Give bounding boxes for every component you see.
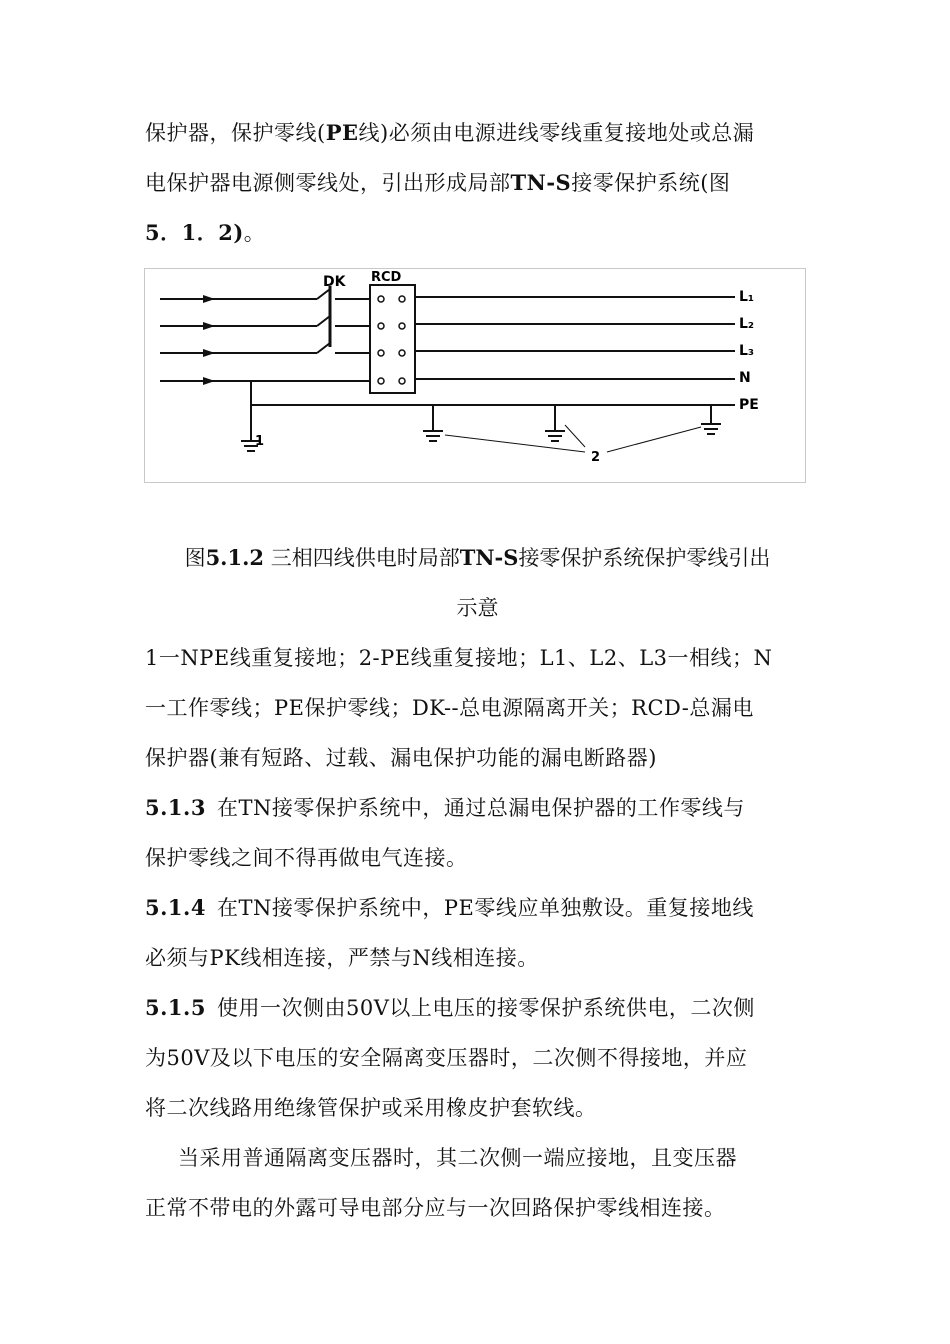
dk-blade-2 bbox=[317, 316, 330, 326]
dk-blade-1 bbox=[317, 289, 330, 299]
intro-text: 保护器，保护零线( bbox=[145, 121, 326, 145]
closing-line-1: 当采用普通隔离变压器时，其二次侧一端应接地，且变压器 bbox=[178, 1146, 737, 1170]
legend-line-1: 1一NPE线重复接地；2-PE线重复接地；L1、L2、L3一相线；N bbox=[145, 646, 773, 670]
caption-text: 接零保护系统保护零线引出 bbox=[518, 546, 771, 570]
intro-tns-term: TN-S bbox=[510, 170, 572, 195]
intro-line-3 bbox=[145, 218, 810, 248]
legend-line-3: 保护器(兼有短路、过载、漏电保护功能的漏电断路器) bbox=[145, 746, 657, 770]
intro-text: 线)必须由电源进线零线重复接地处或总漏 bbox=[358, 121, 755, 145]
label-n: N bbox=[739, 370, 751, 386]
rcd-contacts bbox=[378, 296, 405, 384]
label-l1: L₁ bbox=[739, 289, 755, 305]
rcd-label: RCD bbox=[371, 270, 402, 285]
clause-5-1-5-line-1 bbox=[145, 993, 810, 1023]
label-l3: L₃ bbox=[739, 343, 755, 359]
leader-2b bbox=[565, 425, 585, 447]
dk-blade-3 bbox=[317, 343, 330, 353]
clause-text: 使用一次侧由50V以上电压的接零保护系统供电，二次侧 bbox=[217, 996, 755, 1020]
caption-text: 示意 bbox=[456, 596, 499, 620]
clause-5-1-5-line-3: 将二次线路用绝缘管保护或采用橡皮护套软线。 bbox=[145, 1096, 597, 1120]
clause-5-1-3-line-1 bbox=[145, 793, 810, 823]
leader-2a bbox=[445, 435, 585, 452]
rcd-box bbox=[370, 285, 415, 393]
arrow-icon bbox=[203, 322, 215, 330]
clause-5-1-5-line-2: 为50V及以下电压的安全隔离变压器时，二次侧不得接地，并应 bbox=[145, 1046, 748, 1070]
caption-text: 三相四线供电时局部 bbox=[264, 546, 460, 570]
clause-text: 在TN接零保护系统中，通过总漏电保护器的工作零线与 bbox=[217, 796, 745, 820]
caption-number: 5.1.2 bbox=[205, 545, 265, 570]
ground-label-1: 1 bbox=[255, 434, 265, 449]
caption-prefix: 图 bbox=[184, 546, 206, 570]
intro-pe-term: PE bbox=[325, 120, 359, 145]
circuit-diagram-svg bbox=[145, 269, 807, 484]
clause-5-1-3-line-2: 保护零线之间不得再做电气连接。 bbox=[145, 846, 468, 870]
intro-text: 电保护器电源侧零线处，引出形成局部 bbox=[145, 171, 511, 195]
intro-line-2 bbox=[145, 168, 810, 198]
clause-5-1-4-line-1 bbox=[145, 893, 810, 923]
figure-caption bbox=[145, 543, 810, 573]
clause-number: 5.1.5 bbox=[145, 995, 206, 1020]
circuit-diagram bbox=[144, 268, 806, 483]
incoming-arrows bbox=[203, 295, 215, 385]
ground-symbol-2a bbox=[423, 405, 443, 441]
clause-number: 5.1.4 bbox=[145, 895, 206, 920]
arrow-icon bbox=[203, 377, 215, 385]
figure-caption-line-2 bbox=[145, 593, 810, 623]
intro-line-1 bbox=[145, 118, 810, 148]
clause-number: 5.1.3 bbox=[145, 795, 206, 820]
ground-symbol-2b bbox=[545, 405, 565, 441]
arrow-icon bbox=[203, 349, 215, 357]
closing-line-2: 正常不带电的外露可导电部分应与一次回路保护零线相连接。 bbox=[145, 1196, 726, 1220]
dk-label: DK bbox=[323, 274, 346, 290]
clause-text: 在TN接零保护系统中，PE零线应单独敷设。重复接地线 bbox=[217, 896, 754, 920]
ground-label-2: 2 bbox=[591, 450, 601, 465]
label-pe: PE bbox=[739, 397, 759, 413]
leader-2c bbox=[607, 427, 701, 452]
intro-text: 接零保护系统(图 bbox=[571, 171, 731, 195]
caption-tns-term: TN-S bbox=[459, 545, 519, 570]
legend-line-2: 一工作零线；PE保护零线；DK--总电源隔离开关；RCD-总漏电 bbox=[145, 696, 754, 720]
ground-symbol-2c bbox=[701, 405, 721, 434]
intro-text: 。 bbox=[243, 221, 266, 245]
arrow-icon bbox=[203, 295, 215, 303]
clause-5-1-4-line-2: 必须与PK线相连接，严禁与N线相连接。 bbox=[145, 946, 539, 970]
intro-figure-ref: 5．1．2) bbox=[145, 220, 244, 245]
label-l2: L₂ bbox=[739, 316, 755, 332]
